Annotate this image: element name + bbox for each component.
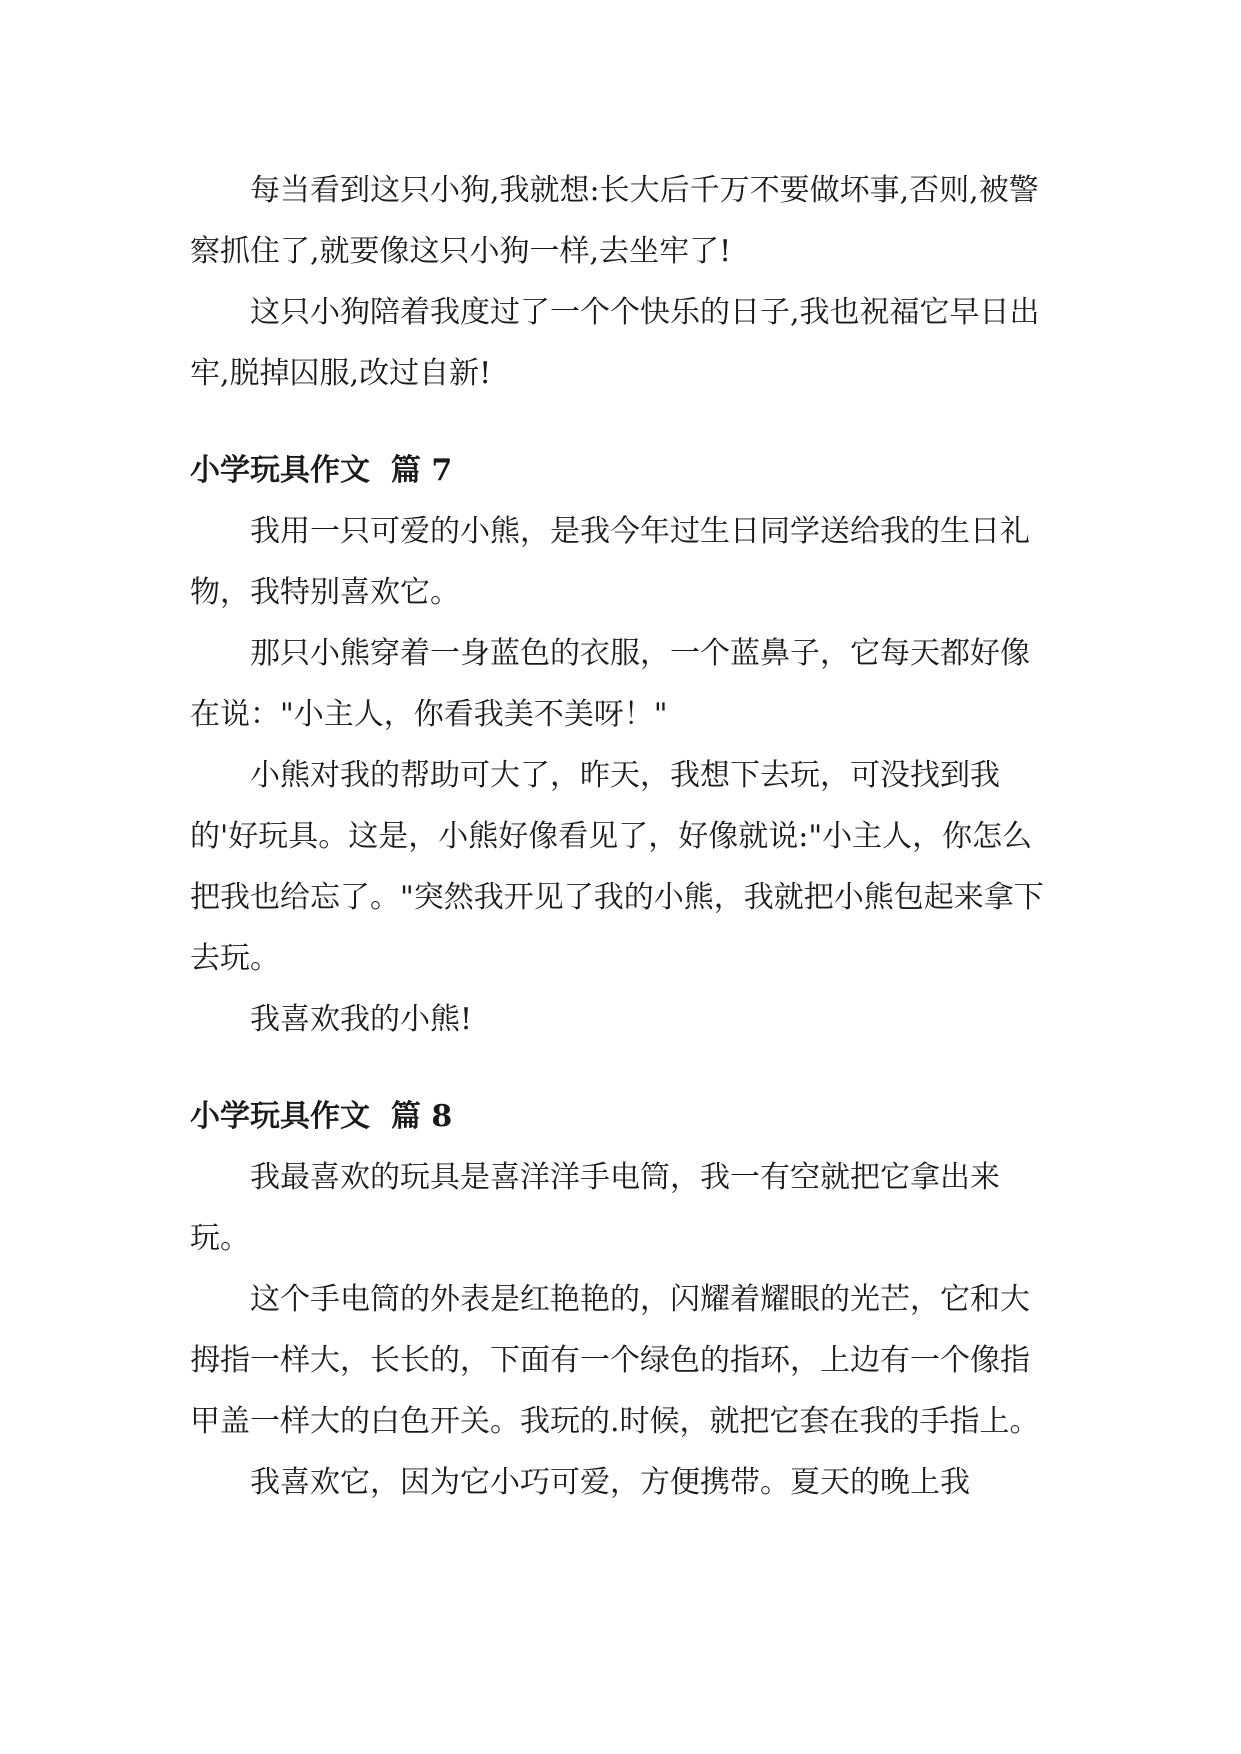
section-spacer [190,404,1052,440]
paragraph: 我用一只可爱的小熊，是我今年过生日同学送给我的生日礼物，我特别喜欢它。 [190,514,1030,610]
paragraph: 我喜欢我的小熊! [250,1002,473,1037]
document-body [190,160,1052,1513]
paragraph: 那只小熊穿着一身蓝色的衣服，一个蓝鼻子，它每天都好像在说："小主人，你看我美不美呀！" [190,636,1030,732]
section-spacer [190,1050,1052,1086]
paragraph: 小熊对我的帮助可大了，昨天，我想下去玩，可没找到我的'好玩具。这是，小熊好像看见了，好像就说:"小主人，你怎么把我也给忘了。"突然我开见了我的小熊，我就把小熊包起来拿下去玩。 [190,758,1044,976]
section-heading: 小学玩具作文 篇 7 [190,453,453,488]
paragraph: 我喜欢它，因为它小巧可爱，方便携带。夏天的晚上我 [250,1465,970,1500]
paragraph: 我最喜欢的玩具是喜洋洋手电筒，我一有空就把它拿出来玩。 [190,1160,1000,1256]
paragraph: 每当看到这只小狗,我就想:长大后千万不要做坏事,否则,被警察抓住了,就要像这只小狗一样,去坐牢了! [190,173,1039,269]
paragraph: 这只小狗陪着我度过了一个个快乐的日子,我也祝福它早日出牢,脱掉囚服,改过自新! [190,295,1040,391]
paragraph: 这个手电筒的外表是红艳艳的，闪耀着耀眼的光芒，它和大拇指一样大，长长的，下面有一个绿色的指环，上边有一个像指甲盖一样大的白色开关。我玩的.时候，就把它套在我的手指上。 [190,1282,1040,1439]
section-heading: 小学玩具作文 篇 8 [190,1099,453,1134]
